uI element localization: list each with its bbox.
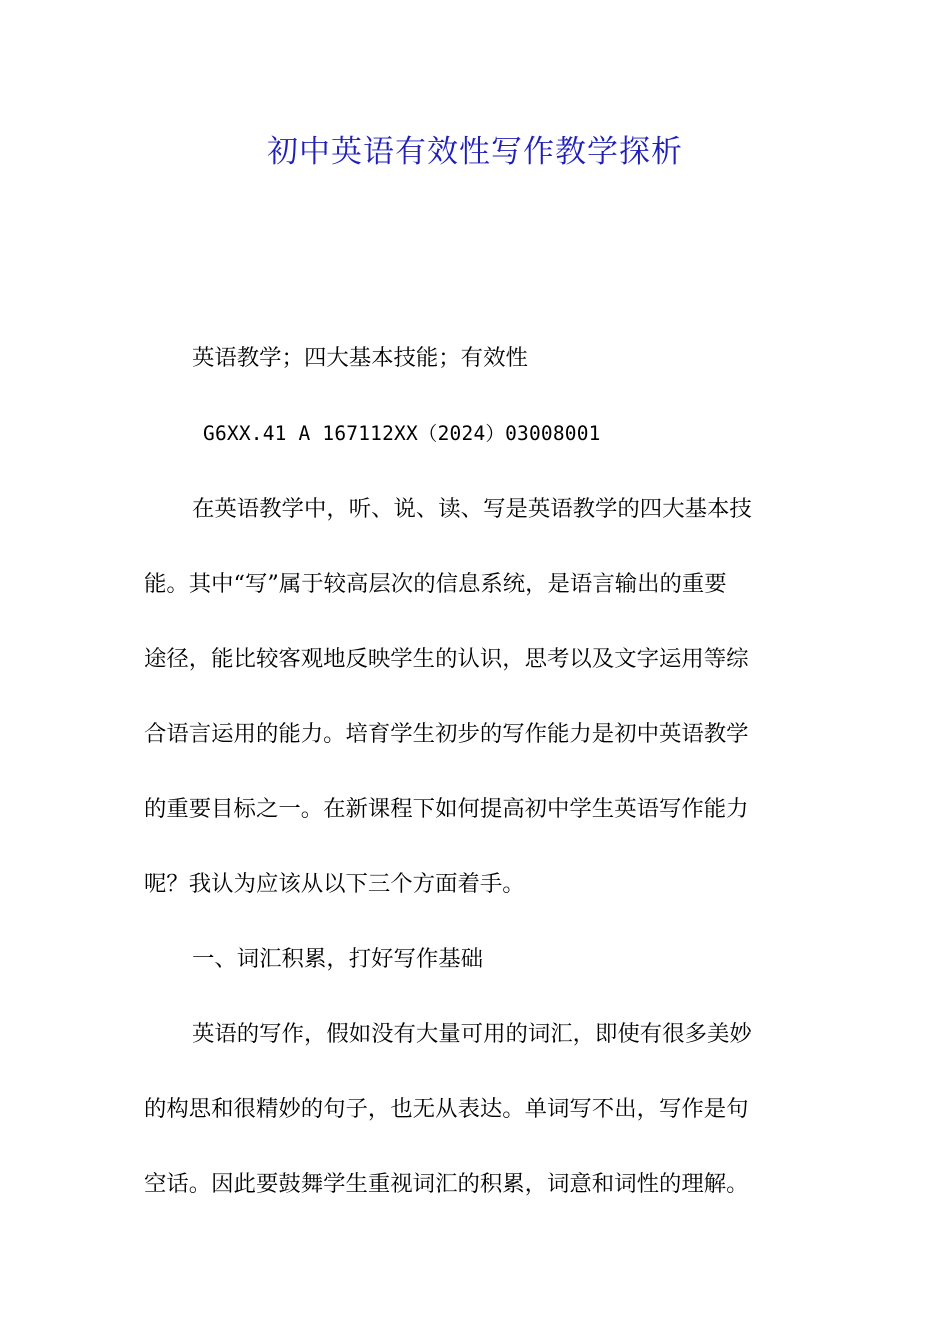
paragraph1-line-5: 的重要目标之一。在新课程下如何提高初中学生英语写作能力 bbox=[144, 796, 749, 822]
section1-heading: 一、词汇积累，打好写作基础 bbox=[192, 946, 484, 972]
paragraph1-line-6: 呢？我认为应该从以下三个方面着手。 bbox=[144, 871, 525, 897]
keywords-line: 英语教学；四大基本技能；有效性 bbox=[192, 345, 528, 371]
paragraph2-line-3: 空话。因此要鼓舞学生重视词汇的积累，词意和词性的理解。 bbox=[144, 1171, 749, 1197]
paragraph1-line-1: 在英语教学中，听、说、读、写是英语教学的四大基本技 bbox=[192, 496, 752, 522]
classification-line: G6XX.41 A 167112XX（2024）03008001 bbox=[203, 422, 601, 445]
paragraph1-line-2: 能。其中“写”属于较高层次的信息系统，是语言输出的重要 bbox=[144, 571, 727, 597]
paragraph2-line-1: 英语的写作，假如没有大量可用的词汇，即使有很多美妙 bbox=[192, 1021, 752, 1047]
paragraph1-line-4: 合语言运用的能力。培育学生初步的写作能力是初中英语教学 bbox=[144, 721, 749, 747]
paragraph2-line-2: 的构思和很精妙的句子，也无从表达。单词写不出，写作是句 bbox=[144, 1096, 749, 1122]
paragraph1-line-3: 途径，能比较客观地反映学生的认识，思考以及文字运用等综 bbox=[144, 646, 749, 672]
document-title: 初中英语有效性写作教学探析 bbox=[267, 134, 683, 170]
